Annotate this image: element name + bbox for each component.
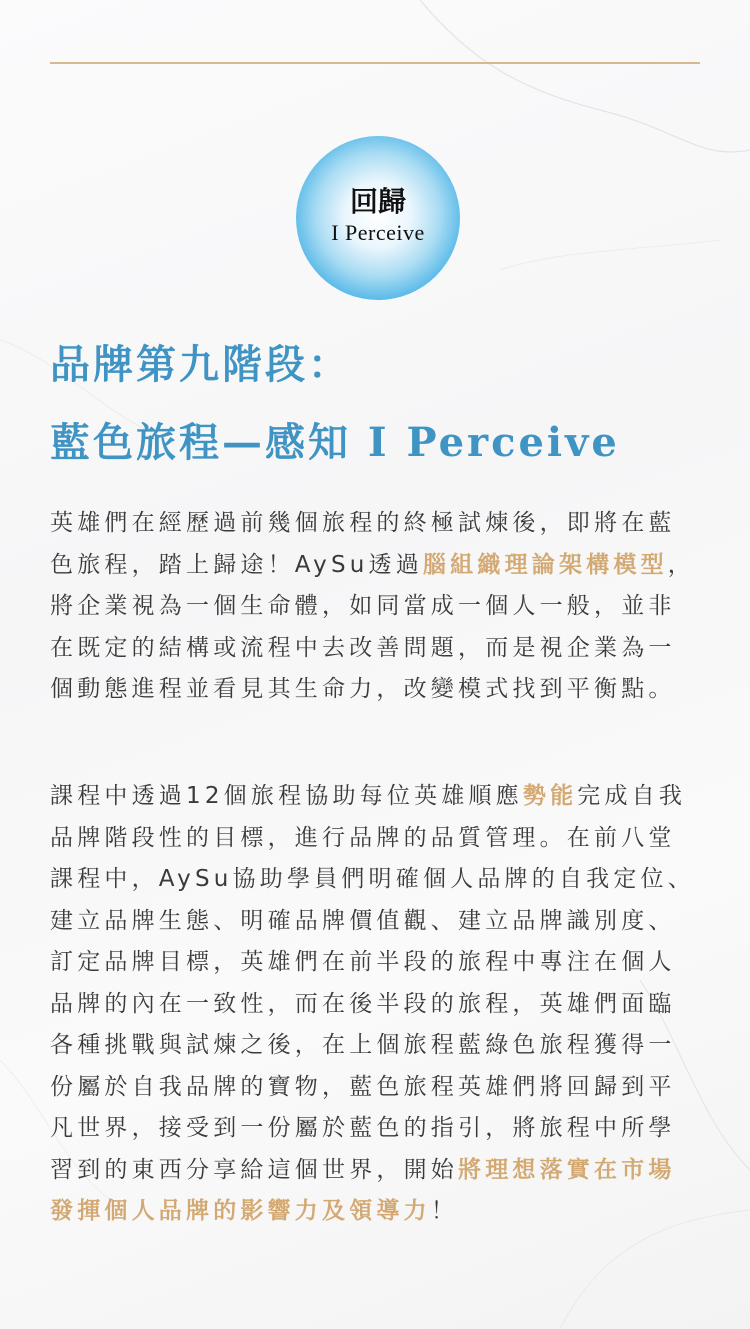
badge-title: 回歸 (349, 185, 406, 218)
heading-line-2: 藍色旅程—感知 I Perceive (50, 419, 620, 466)
paragraph2-highlight-1: 勢能 (522, 783, 578, 809)
paragraph1-highlight-1: 腦組織理論架構模型 (422, 551, 668, 578)
paragraph2-text-2: 完成自我品牌階段性的目標，進行品牌的品質管理。在前八堂課程中，AySu協助學員們明確個人品牌的自我定位、建立品牌生態、明確品牌價值觀、建立品牌識別度、訂定品牌目標，英雄們在前半段的旅程中專注在個人品牌的內在一致性，而在後半段的旅程，英雄們面臨各種挑戰與試煉之後，在上個旅程藍綠色旅程獲得一份屬於自我品牌的寶物，藍色旅程英雄們將回歸到平凡世界，接受到一份屬於藍色的指引，將旅程中所學習到的東西分享給這個世界，開始 (50, 783, 695, 1183)
paragraph2-text-1: 課程中透過12個旅程協助每位英雄順應 (50, 783, 523, 809)
paragraph2-text-3: ！ (430, 1198, 459, 1224)
paragraph1-text-2: ，將企業視為一個生命體，如同當成一個人一般，並非在既定的結構或流程中去改善問題，而是視企業為一個動態進程並看見其生命力，改變模式找到平衡點。 (50, 551, 695, 702)
badge-subtitle: I Perceive (331, 220, 425, 245)
perceive-badge (296, 136, 460, 300)
paragraph-course-journey (50, 776, 702, 1233)
page-heading (50, 335, 730, 473)
paragraph-brain-model (50, 503, 702, 711)
top-divider (50, 62, 700, 64)
paragraph1-text-1: 英雄們在經歷過前幾個旅程的終極試煉後，即將在藍色旅程，踏上歸途！AySu透過 (50, 510, 676, 578)
paragraph2-highlight-2: 將理想落實在市場發揮個人品牌的影響力及領導力 (50, 1156, 676, 1224)
heading-line-1: 品牌第九階段： (50, 341, 351, 388)
